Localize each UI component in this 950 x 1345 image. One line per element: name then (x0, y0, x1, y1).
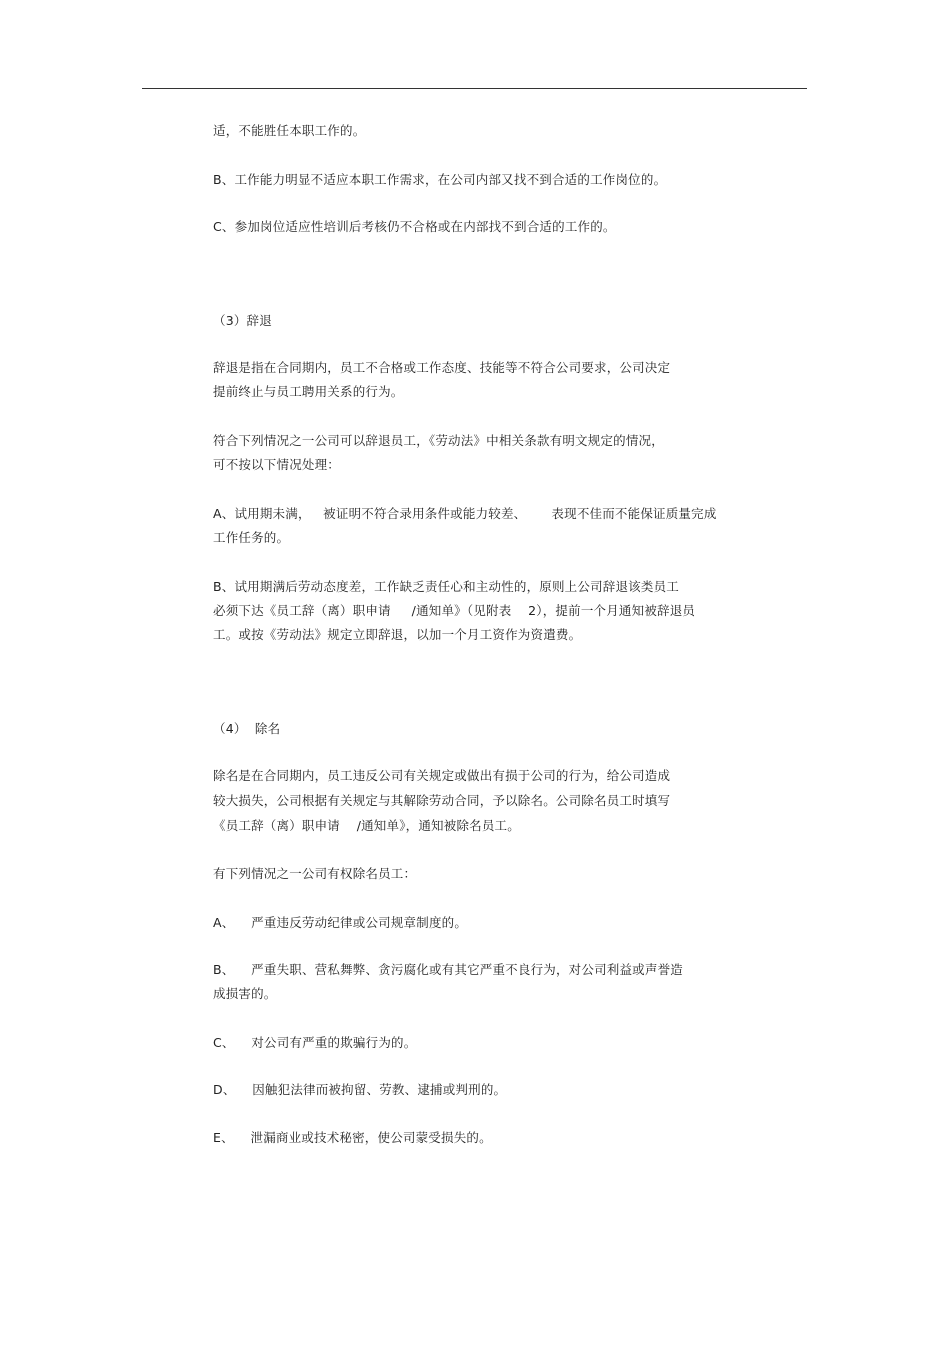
expulsion-item-a: A、 严重违反劳动纪律或公司规章制度的。 (213, 915, 468, 930)
paragraph-dismissal-conditions-2: 可不按以下情况处理： (213, 457, 341, 472)
paragraph-expulsion-definition-3: 《员工辞（离）职申请 /通知单》，通知被除名员工。 (213, 818, 520, 833)
expulsion-item-b-1: B、 严重失职、营私舞弊、贪污腐化或有其它严重不良行为，对公司利益或声誉造 (213, 962, 683, 977)
section-heading-dismissal: （3）辞退 (213, 313, 272, 328)
dismissal-item-b-3: 工。或按《劳动法》规定立即辞退，以加一个月工资作为资遣费。 (213, 627, 582, 642)
section-heading-expulsion: （4） 除名 (213, 721, 281, 736)
dismissal-item-a-2: 工作任务的。 (213, 530, 290, 545)
expulsion-item-b-2: 成损害的。 (213, 986, 277, 1001)
expulsion-item-e: E、 泄漏商业或技术秘密，使公司蒙受损失的。 (213, 1130, 492, 1145)
dismissal-item-b-2: 必须下达《员工辞（离）职申请 /通知单》（见附表 2），提前一个月通知被辞退员 (213, 603, 696, 618)
text-line-item-b: B、工作能力明显不适应本职工作需求，在公司内部又找不到合适的工作岗位的。 (213, 172, 667, 187)
header-rule (142, 88, 807, 89)
expulsion-item-d: D、 因触犯法律而被拘留、劳教、逮捕或判刑的。 (213, 1082, 507, 1097)
text-line-item-c: C、参加岗位适应性培训后考核仍不合格或在内部找不到合适的工作的。 (213, 219, 616, 234)
paragraph-expulsion-definition-2: 较大损失，公司根据有关规定与其解除劳动合同，予以除名。公司除名员工时填写 (213, 793, 671, 808)
text-line-continuation: 适，不能胜任本职工作的。 (213, 123, 366, 138)
paragraph-dismissal-definition-2: 提前终止与员工聘用关系的行为。 (213, 384, 404, 399)
dismissal-item-b-1: B、试用期满后劳动态度差，工作缺乏责任心和主动性的，原则上公司辞退该类员工 (213, 579, 679, 594)
paragraph-expulsion-conditions: 有下列情况之一公司有权除名员工： (213, 866, 417, 881)
dismissal-item-a-1: A、试用期未满， 被证明不符合录用条件或能力较差、 表现不佳而不能保证质量完成 (213, 506, 717, 521)
paragraph-expulsion-definition-1: 除名是在合同期内，员工违反公司有关规定或做出有损于公司的行为，给公司造成 (213, 768, 671, 783)
paragraph-dismissal-conditions-1: 符合下列情况之一公司可以辞退员工，《劳动法》中相关条款有明文规定的情况， (213, 433, 664, 448)
paragraph-dismissal-definition-1: 辞退是指在合同期内，员工不合格或工作态度、技能等不符合公司要求，公司决定 (213, 360, 671, 375)
expulsion-item-c: C、 对公司有严重的欺骗行为的。 (213, 1035, 417, 1050)
